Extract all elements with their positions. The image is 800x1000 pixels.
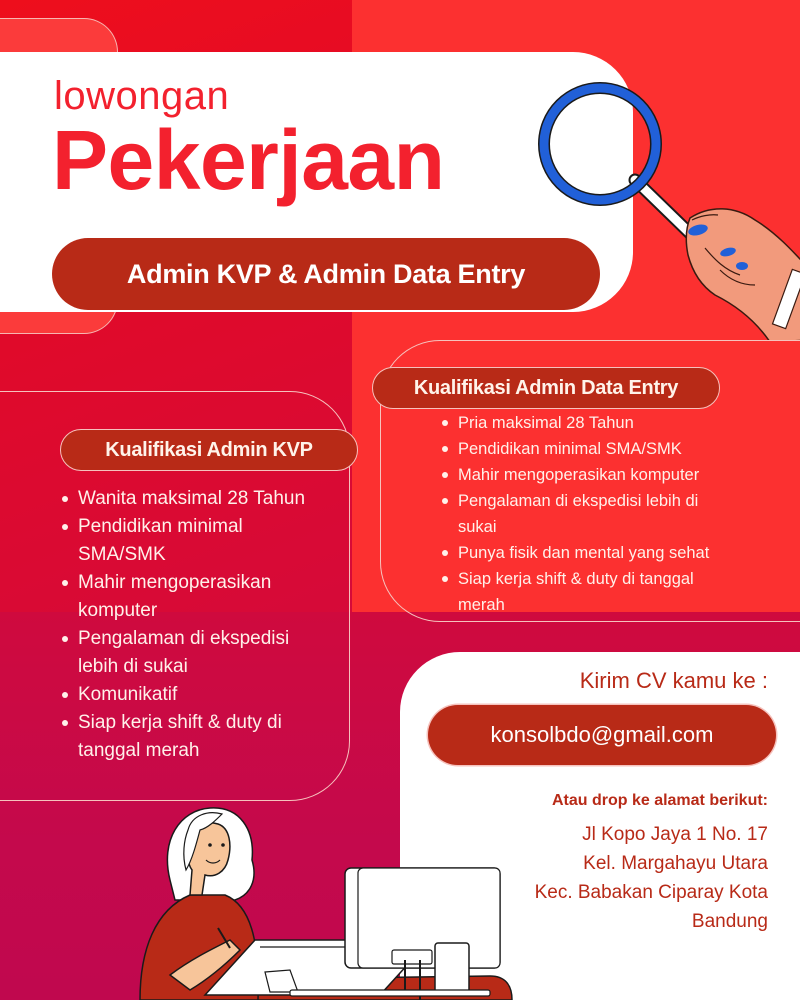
list-item: Pengalaman di ekspedisi lebih di sukai [60,625,310,681]
list-item: Pendidikan minimal SMA/SMK [60,513,310,569]
roles-text: Admin KVP & Admin Data Entry [126,258,526,289]
list-item: Pria maksimal 28 Tahun [440,410,740,436]
kvp-section-heading [60,429,358,471]
hero-title: Pekerjaan [52,113,445,207]
list-item: Komunikatif [60,681,310,709]
send-cv-label: Kirim CV kamu ke : [579,668,768,693]
magnifying-glass-icon [520,70,800,340]
data-entry-heading-text: Kualifikasi Admin Data Entry [413,376,679,399]
data-entry-section-heading [372,367,720,409]
address-line: Bandung [691,911,768,932]
kvp-heading-text: Kualifikasi Admin KVP [105,438,313,461]
address-line: Kec. Babakan Ciparay Kota [534,882,768,903]
list-item: Pendidikan minimal SMA/SMK [440,436,740,462]
list-item: Siap kerja shift & duty di tanggal merah [60,709,310,765]
email-text: konsolbdo@gmail.com [490,722,714,747]
hand-icon [686,209,800,340]
email-link[interactable] [428,705,776,765]
list-item: Mahir mengoperasikan komputer [440,462,740,488]
drop-address-label: Atau drop ke alamat berikut: [551,792,768,809]
kvp-qualifications-list [60,485,310,765]
address-line: Kel. Margahayu Utara [583,853,768,874]
roles-banner [52,238,600,310]
address-line: Jl Kopo Jaya 1 No. 17 [582,824,768,845]
woman-at-desk-illustration [130,800,550,1000]
hero-subtitle: lowongan [54,74,230,118]
list-item: Mahir mengoperasikan komputer [60,569,310,625]
list-item: Wanita maksimal 28 Tahun [60,485,310,513]
list-item: Siap kerja shift & duty di tanggal merah [440,566,740,618]
list-item: Punya fisik dan mental yang sehat [440,540,740,566]
list-item: Pengalaman di ekspedisi lebih di sukai [440,488,740,540]
address-block [535,820,768,936]
data-entry-qualifications-list [440,410,740,618]
